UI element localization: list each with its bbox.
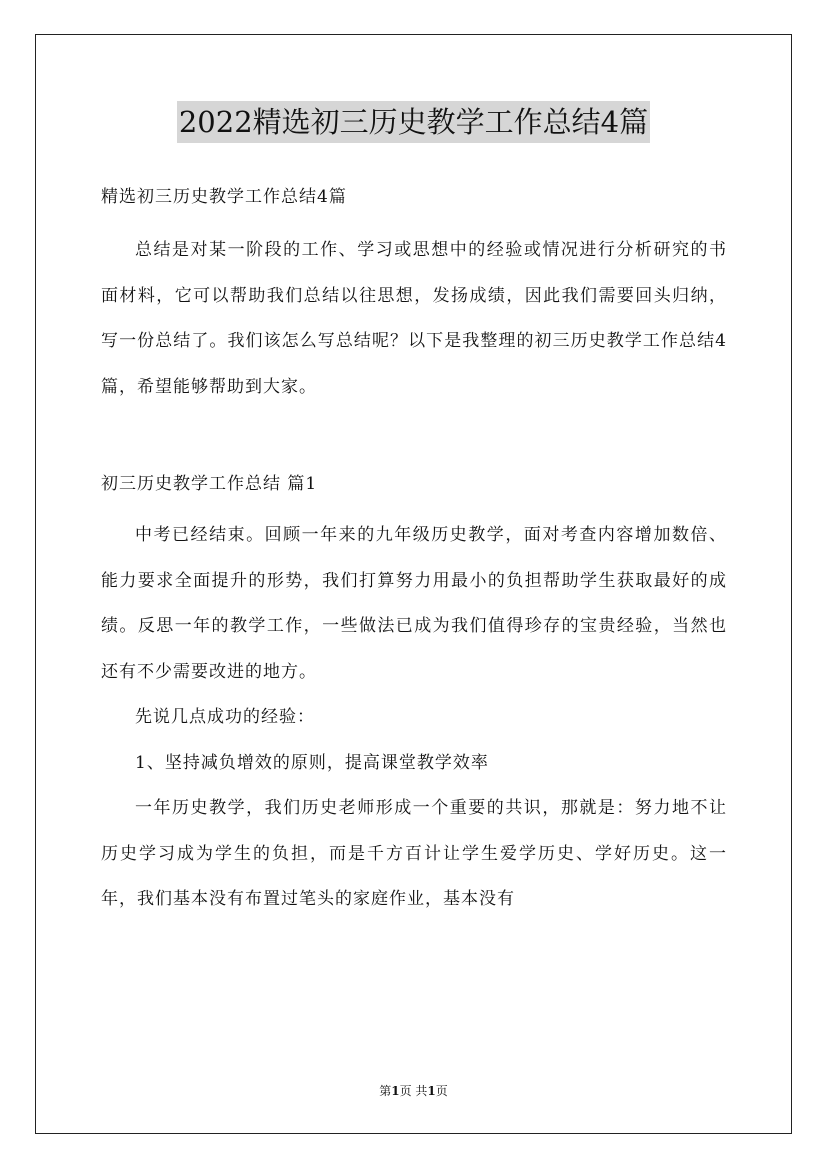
title-wrap (0, 101, 827, 143)
footer-mid: 页 共 (399, 1084, 428, 1098)
footer-page-num: 1 (391, 1084, 400, 1098)
body-paragraph-3: 1、坚持减负增效的原则，提高课堂教学效率 (135, 752, 489, 773)
footer-suffix: 页 (435, 1084, 448, 1098)
intro-paragraph: 总结是对某一阶段的工作、学习或思想中的经验或情况进行分析研究的书面材料，它可以帮助我们总结以往思想，发扬成绩，因此我们需要回头归纳，写一份总结了。我们该怎么写总结呢？以下是我整理的初三历史教学工作总结4篇，希望能够帮助到大家。 (101, 240, 727, 397)
section-heading: 初三历史教学工作总结 篇1 (101, 474, 318, 494)
footer-total-pages: 1 (427, 1084, 436, 1098)
body-paragraph-2: 先说几点成功的经验： (135, 707, 315, 727)
document-title: 2022精选初三历史教学工作总结4篇 (177, 101, 650, 143)
body-paragraph-1: 中考已经结束。回顾一年来的九年级历史教学，面对考查内容增加数倍、能力要求全面提升的形势，我们打算努力用最小的负担帮助学生获取最好的成绩。反思一年的教学工作，一些做法已成为我们值得珍存的宝贵经验，当然也还有不少需要改进的地方。 (101, 525, 727, 682)
body-paragraph-4: 一年历史教学，我们历史老师形成一个重要的共识，那就是：努力地不让历史学习成为学生的负担，而是千方百计让学生爱学历史、学好历史。这一年，我们基本没有布置过笔头的家庭作业，基本没有 (101, 798, 727, 909)
document-subtitle: 精选初三历史教学工作总结4篇 (101, 187, 347, 207)
page-footer (0, 1082, 827, 1099)
footer-prefix: 第 (379, 1084, 392, 1098)
document-body (101, 178, 727, 923)
